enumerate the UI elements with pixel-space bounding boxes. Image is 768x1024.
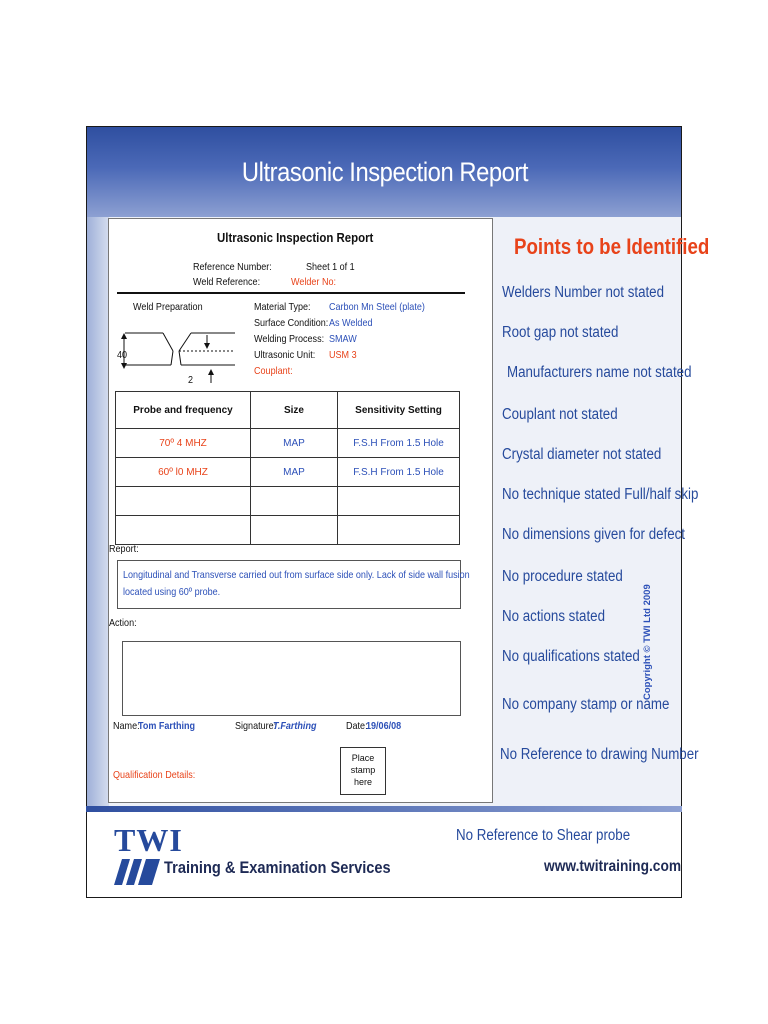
- weld-reference-value: Welder No:: [291, 276, 337, 288]
- thickness-label: 40: [117, 349, 128, 361]
- points-heading: Points to be Identified: [514, 234, 710, 259]
- material-type-value: Carbon Mn Steel (plate): [329, 301, 425, 313]
- weld-preparation-diagram: [115, 321, 245, 391]
- point-item: No technique stated Full/half skip: [502, 486, 699, 503]
- size-cell: MAP: [251, 458, 338, 487]
- sensitivity-cell: F.S.H From 1.5 Hole: [338, 429, 460, 458]
- header-divider: [117, 292, 465, 294]
- point-item: Welders Number not stated: [502, 284, 665, 301]
- twi-logo-text: TWI: [114, 822, 183, 858]
- sensitivity-cell: [338, 487, 460, 516]
- website-link[interactable]: www.twitraining.com: [544, 858, 682, 875]
- tagline: Training & Examination Services: [164, 858, 391, 877]
- name-value: Tom Farthing: [138, 720, 196, 732]
- point-item: No Reference to drawing Number: [500, 746, 699, 763]
- signature-label: Signature:: [235, 720, 277, 732]
- stamp-text-line: Place: [351, 753, 375, 763]
- name-label: Name:: [113, 720, 140, 732]
- column-header-probe: Probe and frequency: [116, 392, 251, 429]
- probe-cell: 60º l0 MHZ: [116, 458, 251, 487]
- ultrasonic-unit-value: USM 3: [329, 349, 357, 361]
- reference-number-label: Reference Number:: [193, 261, 272, 273]
- point-item: Couplant not stated: [502, 406, 618, 423]
- point-item-extra: No Reference to Shear probe: [456, 827, 631, 844]
- date-label: Date:: [346, 720, 368, 732]
- date-value: 19/06/08: [366, 720, 402, 732]
- report-label: Report:: [109, 543, 139, 555]
- left-decoration: [87, 217, 109, 807]
- weld-reference-label: Weld Reference:: [193, 276, 261, 288]
- sensitivity-cell: [338, 516, 460, 545]
- twi-logo-stripes-icon: [114, 859, 160, 885]
- probe-table: [115, 391, 460, 545]
- size-cell: [251, 516, 338, 545]
- table-row: [116, 516, 460, 545]
- point-item: No dimensions given for defect: [502, 526, 686, 543]
- table-header-row: [116, 392, 460, 429]
- stamp-text-line: stamp: [350, 765, 376, 775]
- footer: [87, 812, 681, 897]
- surface-condition-value: As Welded: [329, 317, 373, 329]
- point-item: Manufacturers name not stated: [507, 364, 692, 381]
- report-text-line1: Longitudinal and Transverse carried out from surface side only. Lack of side wall fusion: [123, 569, 470, 581]
- probe-cell: [116, 516, 251, 545]
- point-item: No company stamp or name: [502, 696, 670, 713]
- point-item: Crystal diameter not stated: [502, 446, 662, 463]
- table-row: [116, 487, 460, 516]
- sensitivity-cell: F.S.H From 1.5 Hole: [338, 458, 460, 487]
- point-item: No qualifications stated: [502, 648, 640, 665]
- ultrasonic-unit-label: Ultrasonic Unit:: [254, 349, 316, 361]
- column-header-sensitivity: Sensitivity Setting: [338, 392, 460, 429]
- slide-title: Ultrasonic Inspection Report: [241, 157, 529, 187]
- weld-preparation-label: Weld Preparation: [133, 301, 203, 313]
- point-item: Root gap not stated: [502, 324, 619, 341]
- size-cell: [251, 487, 338, 516]
- welding-process-label: Welding Process:: [254, 333, 325, 345]
- stamp-text-line: here: [353, 777, 372, 787]
- action-label: Action:: [109, 617, 137, 629]
- material-type-label: Material Type:: [254, 301, 311, 313]
- point-item: No actions stated: [502, 608, 605, 625]
- couplant-label: Couplant:: [254, 365, 293, 377]
- form-title: Ultrasonic Inspection Report: [217, 230, 374, 245]
- inspection-form: [108, 218, 493, 803]
- point-item: No procedure stated: [502, 568, 623, 585]
- report-text-line2: located using 60º probe.: [123, 586, 221, 598]
- probe-cell: [116, 487, 251, 516]
- probe-cell: 70º 4 MHZ: [116, 429, 251, 458]
- column-header-size: Size: [251, 392, 338, 429]
- surface-condition-label: Surface Condition:: [254, 317, 329, 329]
- size-cell: MAP: [251, 429, 338, 458]
- gap-label: 2: [188, 374, 194, 386]
- sheet-value: Sheet 1 of 1: [306, 261, 355, 273]
- signature-value: T.Farthing: [273, 720, 317, 732]
- welding-process-value: SMAW: [329, 333, 357, 345]
- table-row: [116, 429, 460, 458]
- stamp-box: [340, 747, 386, 795]
- report-box: [117, 560, 470, 609]
- table-row: [116, 458, 460, 487]
- qualification-label: Qualification Details:: [113, 769, 196, 781]
- action-box: [122, 641, 461, 716]
- copyright-text: Copyright © TWI Ltd 2009: [642, 584, 653, 700]
